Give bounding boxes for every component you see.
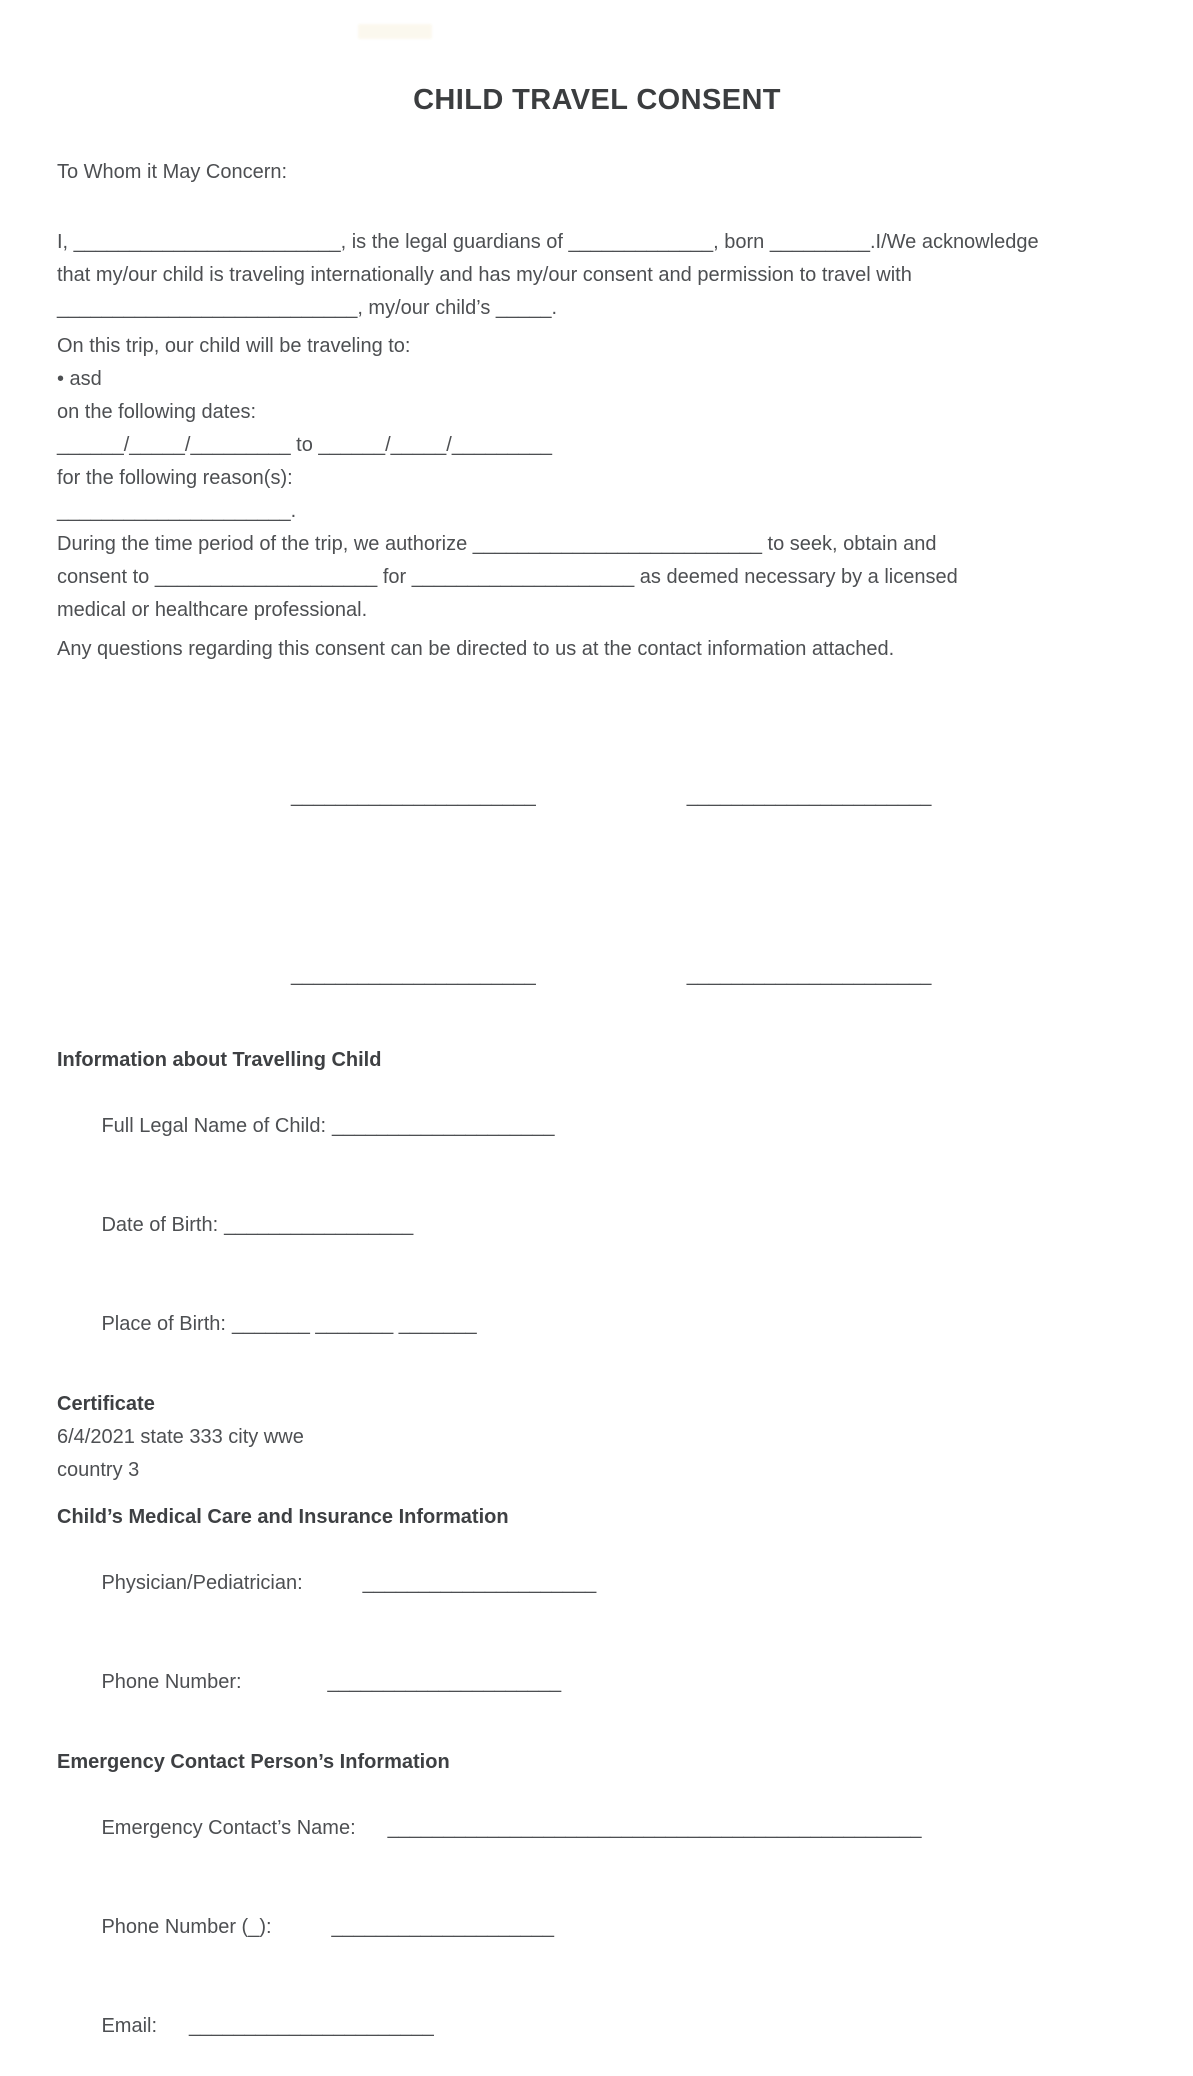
medical-section (57, 1501, 1137, 1732)
signature-line-2-right: ______________________ (686, 964, 932, 986)
questions-paragraph (57, 633, 1137, 666)
certificate-line-2: country 3 (57, 1459, 140, 1481)
authorization-line-1: During the time period of the trip, we authorize __________________________ to seek, obtain and (57, 533, 937, 555)
full-name-field (57, 1077, 1137, 1176)
medical-phone-field (57, 1633, 1137, 1732)
certificate-line-1: 6/4/2021 state 333 city wwe (57, 1426, 304, 1448)
trip-paragraph (57, 330, 1137, 528)
intro-line-1: I, ________________________, is the legal guardians of _____________, born _________.I/We acknowledge (57, 231, 1039, 253)
salutation: To Whom it May Concern: (57, 161, 288, 183)
child-info-section (57, 1044, 1137, 1374)
emergency-name-blank: ________________________________________________ (387, 1817, 922, 1839)
emergency-email-blank: ______________________ (189, 2015, 434, 2037)
medical-phone-blank: _____________________ (327, 1671, 562, 1693)
signature-row-1 (291, 780, 1137, 813)
physician-blank: _____________________ (362, 1572, 597, 1594)
intro-line-3: ___________________________, my/our child’s _____. (57, 297, 558, 319)
signature-line-2-left: ______________________ (291, 964, 536, 986)
trip-dates-intro: on the following dates: (57, 401, 257, 423)
place-of-birth-blank: _______ _______ _______ (231, 1313, 477, 1335)
place-of-birth-label: Place of Birth: (101, 1313, 226, 1335)
emergency-phone-blank: ____________________ (331, 1916, 554, 1938)
physician-label: Physician/Pediatrician: (101, 1572, 303, 1594)
date-of-birth-field (57, 1176, 1137, 1275)
emergency-heading: Emergency Contact Person’s Information (57, 1751, 450, 1773)
physician-field (57, 1534, 1137, 1633)
child-info-heading: Information about Travelling Child (57, 1049, 382, 1071)
trip-reason-intro: for the following reason(s): (57, 467, 293, 489)
emergency-section (57, 1746, 1137, 2076)
emergency-email-field (57, 1977, 1137, 2076)
date-of-birth-blank: _________________ (224, 1214, 414, 1236)
emergency-phone-label: Phone Number (_): (101, 1916, 272, 1938)
emergency-name-label: Emergency Contact’s Name: (101, 1817, 356, 1839)
signature-row-2 (291, 959, 1137, 992)
trip-destination-bullet: • asd (57, 368, 102, 390)
certificate-section (57, 1388, 1137, 1487)
emergency-phone-field (57, 1878, 1137, 1977)
full-name-label: Full Legal Name of Child: (101, 1115, 327, 1137)
trip-reason-blank: _____________________. (57, 500, 297, 522)
faint-watermark (358, 24, 432, 39)
authorization-line-3: medical or healthcare professional. (57, 599, 368, 621)
signature-line-1-left: ______________________ (291, 785, 536, 807)
certificate-heading: Certificate (57, 1393, 155, 1415)
medical-heading: Child’s Medical Care and Insurance Information (57, 1506, 509, 1528)
questions-line: Any questions regarding this consent can be directed to us at the contact information attached. (57, 638, 895, 660)
trip-destination-intro: On this trip, our child will be traveling to: (57, 335, 411, 357)
medical-phone-label: Phone Number: (101, 1671, 242, 1693)
authorization-line-2: consent to ____________________ for ____________________ as deemed necessary by a licensed (57, 566, 958, 588)
authorization-paragraph (57, 528, 1137, 627)
emergency-name-field (57, 1779, 1137, 1878)
intro-paragraph (57, 226, 1137, 325)
place-of-birth-field (57, 1275, 1137, 1374)
document-title: CHILD TRAVEL CONSENT (413, 84, 781, 116)
date-of-birth-label: Date of Birth: (101, 1214, 219, 1236)
signature-line-1-right: ______________________ (686, 785, 932, 807)
intro-line-2: that my/our child is traveling internationally and has my/our consent and permission to travel with (57, 264, 912, 286)
emergency-email-label: Email: (101, 2015, 158, 2037)
full-name-blank: ____________________ (332, 1115, 555, 1137)
trip-dates-blanks: ______/_____/_________ to ______/_____/_________ (57, 434, 552, 456)
